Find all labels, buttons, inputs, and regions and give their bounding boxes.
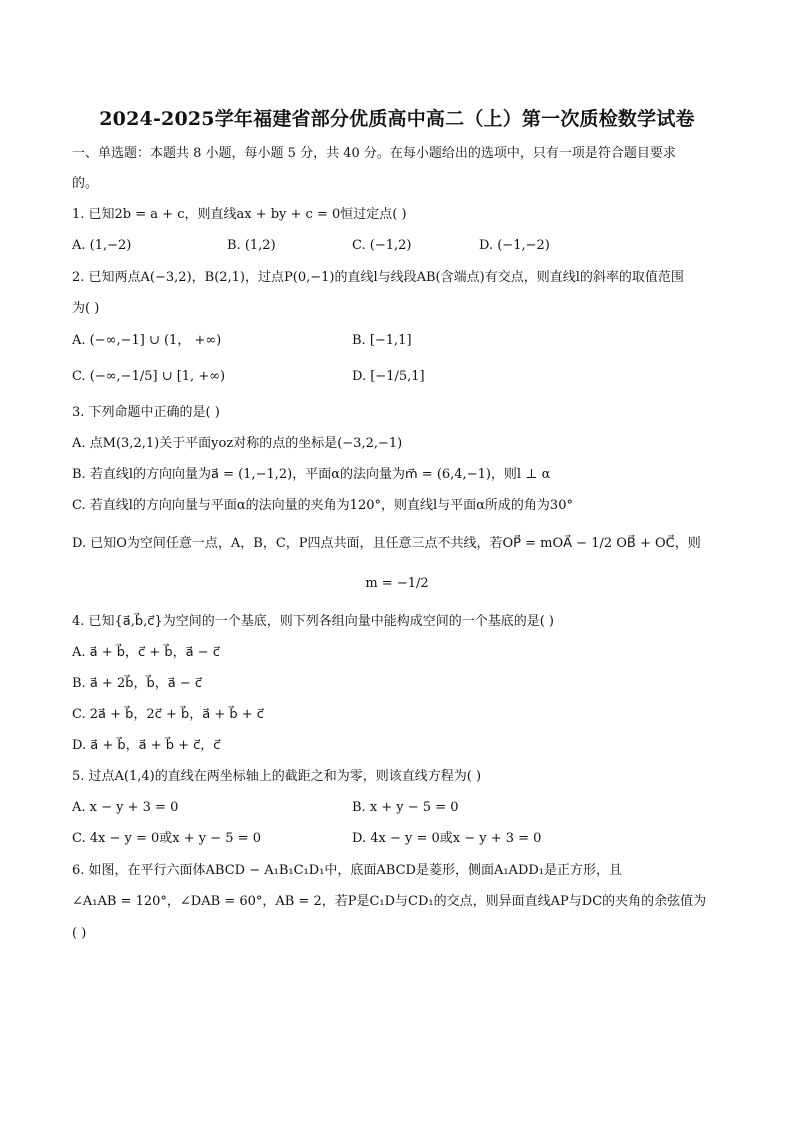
q5-option-c: C. 4x − y = 0或x + y − 5 = 0 [72, 831, 261, 846]
q1-option-c: C. (−1,2) [352, 238, 412, 253]
q2-option-d: D. [−1/5,1] [352, 369, 425, 384]
q1-stem: 1. 已知2b = a + c，则直线ax + by + c = 0恒过定点( ) [72, 207, 407, 222]
q2-stem-line2: 为( ) [72, 301, 100, 316]
q3-option-d-continued: m = −1/2 [365, 576, 429, 591]
section-heading-line2: 的。 [72, 176, 99, 191]
exam-title: 2024-2025学年福建省部分优质高中高二（上）第一次质检数学试卷 [99, 108, 695, 130]
q2-stem-line1: 2. 已知两点A(−3,2)，B(2,1)，过点P(0,−1)的直线l与线段AB(含端点)有交点，则直线l的斜率的取值范围 [72, 270, 684, 285]
q6-stem-line2: ∠A₁AB = 120°，∠DAB = 60°，AB = 2，若P是C₁D与CD₁的交点，则异面直线AP与DC的夹角的余弦值为 [72, 894, 707, 909]
q4-option-d: D. a⃗ + b⃗，a⃗ + b⃗ + c⃗，c⃗ [72, 738, 221, 753]
q2-option-c: C. (−∞,−1/5] ∪ [1, +∞) [72, 369, 226, 384]
q4-stem: 4. 已知{a⃗,b⃗,c⃗}为空间的一个基底，则下列各组向量中能构成空间的一个基底的是( ) [72, 614, 554, 629]
q1-option-a: A. (1,−2) [72, 238, 132, 253]
q6-stem-line3: ( ) [72, 926, 87, 941]
q3-option-c: C. 若直线l的方向向量与平面α的法向量的夹角为120°，则直线l与平面α所成的角为30° [72, 498, 573, 513]
q5-stem: 5. 过点A(1,4)的直线在两坐标轴上的截距之和为零，则该直线方程为( ) [72, 769, 482, 784]
q5-option-d: D. 4x − y = 0或x − y + 3 = 0 [352, 831, 542, 846]
q3-option-a: A. 点M(3,2,1)关于平面yoz对称的点的坐标是(−3,2,−1) [72, 436, 403, 451]
q1-option-b: B. (1,2) [227, 238, 276, 253]
q1-option-d: D. (−1,−2) [479, 238, 550, 253]
q2-option-b: B. [−1,1] [352, 333, 412, 348]
q2-option-a: A. (−∞,−1] ∪ (1， +∞) [72, 333, 222, 348]
q6-stem-line1: 6. 如图，在平行六面体ABCD − A₁B₁C₁D₁中，底面ABCD是菱形，侧面A₁ADD₁是正方形，且 [72, 863, 622, 878]
q4-option-b: B. a⃗ + 2b⃗，b⃗，a⃗ − c⃗ [72, 676, 202, 691]
q5-option-a: A. x − y + 3 = 0 [72, 800, 179, 815]
section-heading-line1: 一、单选题：本题共 8 小题，每小题 5 分，共 40 分。在每小题给出的选项中，只有一项是符合题目要求 [72, 146, 676, 161]
q4-option-c: C. 2a⃗ + b⃗，2c⃗ + b⃗，a⃗ + b⃗ + c⃗ [72, 707, 264, 722]
q3-stem: 3. 下列命题中正确的是( ) [72, 405, 220, 420]
q5-option-b: B. x + y − 5 = 0 [352, 800, 459, 815]
q3-option-d: D. 已知O为空间任意一点，A，B，C，P四点共面，且任意三点不共线，若OP⃗ = mOA⃗ − 1/2 OB⃗ + OC⃗，则 [72, 536, 701, 551]
q4-option-a: A. a⃗ + b⃗，c⃗ + b⃗，a⃗ − c⃗ [72, 645, 220, 660]
q3-option-b: B. 若直线l的方向向量为a⃗ = (1,−1,2)，平面α的法向量为m⃗ = (6,4,−1)，则l ⊥ α [72, 467, 551, 482]
